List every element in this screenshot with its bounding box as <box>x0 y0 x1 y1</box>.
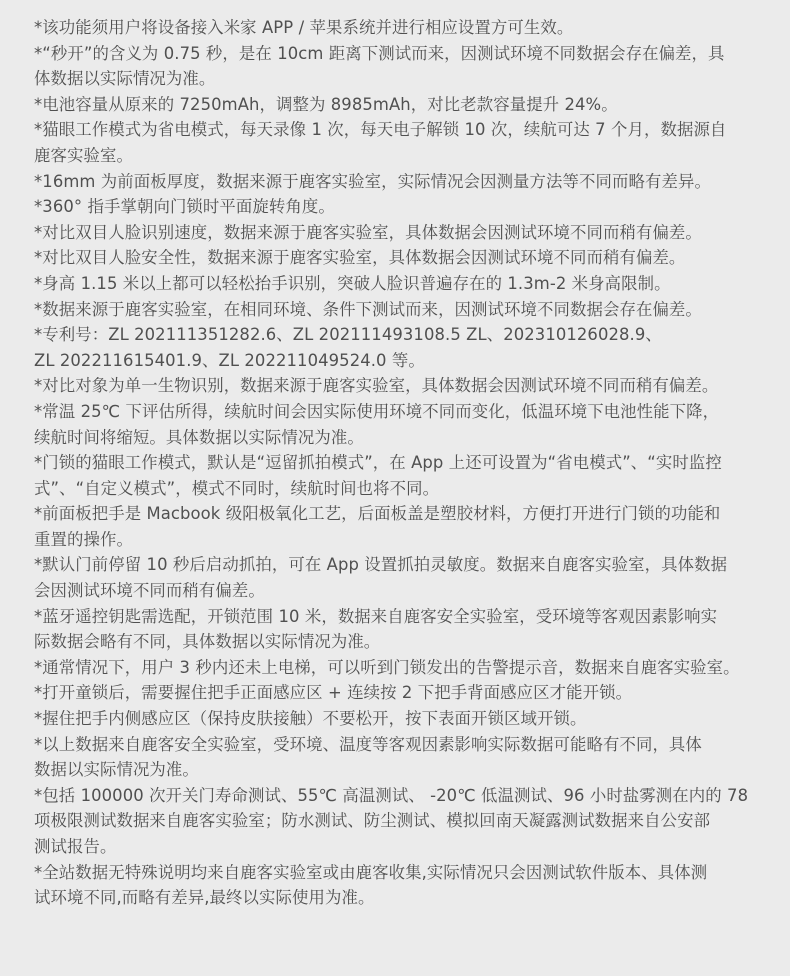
note-line: *360° 指手掌朝向门锁时平面旋转角度。 <box>34 197 335 217</box>
note-line: *以上数据来自鹿客安全实验室，受环境、温度等客观因素影响实际数据可能略有不同，具体 <box>34 734 702 754</box>
disclaimer-note <box>34 271 782 297</box>
disclaimer-note <box>34 552 782 603</box>
note-line: *身高 1.15 米以上都可以轻松抬手识别，突破人脸识普遍存在的 1.3m-2 米身高限制。 <box>34 273 671 293</box>
note-line: *对比双目人脸安全性，数据来源于鹿客实验室，具体数据会因测试环境不同而稍有偏差。 <box>34 248 686 268</box>
disclaimer-note <box>34 655 782 681</box>
disclaimer-note <box>34 604 782 655</box>
note-line: *对比对象为单一生物识别，数据来源于鹿客实验室，具体数据会因测试环境不同而稍有偏差。 <box>34 376 719 396</box>
disclaimer-note <box>34 117 782 168</box>
disclaimer-note <box>34 450 782 501</box>
disclaimer-note <box>34 194 782 220</box>
disclaimer-note <box>34 501 782 552</box>
note-line: *蓝牙遥控钥匙需选配，开锁范围 10 米，数据来自鹿客安全实验室，受环境等客观因素影响实 <box>34 606 718 626</box>
disclaimer-note <box>34 373 782 399</box>
note-line: *握住把手内侧感应区（保持皮肤接触）不要松开，按下表面开锁区域开锁。 <box>34 709 587 729</box>
note-line: 续航时间将缩短。具体数据以实际情况为准。 <box>34 427 364 447</box>
disclaimer-note <box>34 706 782 732</box>
note-line: *16mm 为前面板厚度，数据来源于鹿客实验室，实际情况会因测量方法等不同而略有差异。 <box>34 171 711 191</box>
note-line: ZL 202211615401.9、ZL 202211049524.0 等。 <box>34 350 425 370</box>
disclaimer-notes <box>34 15 782 911</box>
note-line: *默认门前停留 10 秒后启动抓拍，可在 App 设置抓拍灵敏度。数据来自鹿客实验室，具体数据 <box>34 555 728 575</box>
note-line: *该功能须用户将设备接入米家 APP / 苹果系统并进行相应设置方可生效。 <box>34 18 574 37</box>
disclaimer-note <box>34 245 782 271</box>
note-line: 测试报告。 <box>34 837 117 856</box>
note-line: 体数据以实际情况为准。 <box>34 69 216 89</box>
note-line: 鹿客实验室。 <box>34 145 133 165</box>
disclaimer-note <box>34 399 782 450</box>
note-line: *门锁的猫眼工作模式，默认是“逗留抓拍模式”，在 App 上还可设置为“省电模式”、“实时监控 <box>34 453 722 473</box>
disclaimer-note <box>34 680 782 706</box>
note-line: 式”、“自定义模式”，模式不同时，续航时间也将不同。 <box>34 478 440 498</box>
note-line: 试环境不同,而略有差异,最终以实际使用为准。 <box>34 888 375 908</box>
note-line: 会因测试环境不同而稍有偏差。 <box>34 581 265 601</box>
note-line: *前面板把手是 Macbook 级阳极氧化工艺，后面板盖是塑胶材料，方便打开进行门锁的功能和 <box>34 504 721 524</box>
note-line: *专利号：ZL 202111351282.6、ZL 202111493108.5 ZL、202310126028.9、 <box>34 325 662 345</box>
disclaimer-note <box>34 322 782 373</box>
disclaimer-note <box>34 220 782 246</box>
disclaimer-note <box>34 297 782 323</box>
disclaimer-note <box>34 732 782 783</box>
disclaimer-note <box>34 41 782 92</box>
disclaimer-note <box>34 783 782 860</box>
note-line: *通常情况下，用户 3 秒内还未上电梯，可以听到门锁发出的告警提示音，数据来自鹿客实验室。 <box>34 657 740 677</box>
note-line: *“秒开”的含义为 0.75 秒，是在 10cm 距离下测试而来，因测试环境不同数据会存在偏差，具 <box>34 43 725 63</box>
note-line: 数据以实际情况为准。 <box>34 760 199 780</box>
disclaimer-note <box>34 15 782 41</box>
note-line: *全站数据无特殊说明均来自鹿客实验室或由鹿客收集,实际情况只会因测试软件版本、具体测 <box>34 862 708 882</box>
note-line: *常温 25℃ 下评估所得，续航时间会因实际使用环境不同而变化，低温环境下电池性能下降， <box>34 401 720 421</box>
note-line: *猫眼工作模式为省电模式，每天录像 1 次，每天电子解锁 10 次，续航可达 7 个月，数据源自 <box>34 120 727 140</box>
disclaimer-note <box>34 169 782 195</box>
note-line: *打开童锁后，需要握住把手正面感应区 + 连续按 2 下把手背面感应区才能开锁。 <box>34 683 633 703</box>
disclaimer-note <box>34 860 782 911</box>
note-line: 重置的操作。 <box>34 529 133 549</box>
note-line: *数据来源于鹿客实验室，在相同环境、条件下测试而来，因测试环境不同数据会存在偏差。 <box>34 299 702 319</box>
disclaimer-note <box>34 92 782 118</box>
note-line: *包括 100000 次开关门寿命测试、55℃ 高温测试、 -20℃ 低温测试、96 小时盐雾测在内的 78 <box>34 785 749 805</box>
note-line: *电池容量从原来的 7250mAh，调整为 8985mAh，对比老款容量提升 24%。 <box>34 94 618 114</box>
note-line: 项极限测试数据来自鹿客实验室；防水测试、防尘测试、模拟回南天凝露测试数据来自公安部 <box>34 811 711 831</box>
note-line: 际数据会略有不同，具体数据以实际情况为准。 <box>34 632 381 652</box>
note-line: *对比双目人脸识别速度，数据来源于鹿客实验室，具体数据会因测试环境不同而稍有偏差。 <box>34 222 702 242</box>
